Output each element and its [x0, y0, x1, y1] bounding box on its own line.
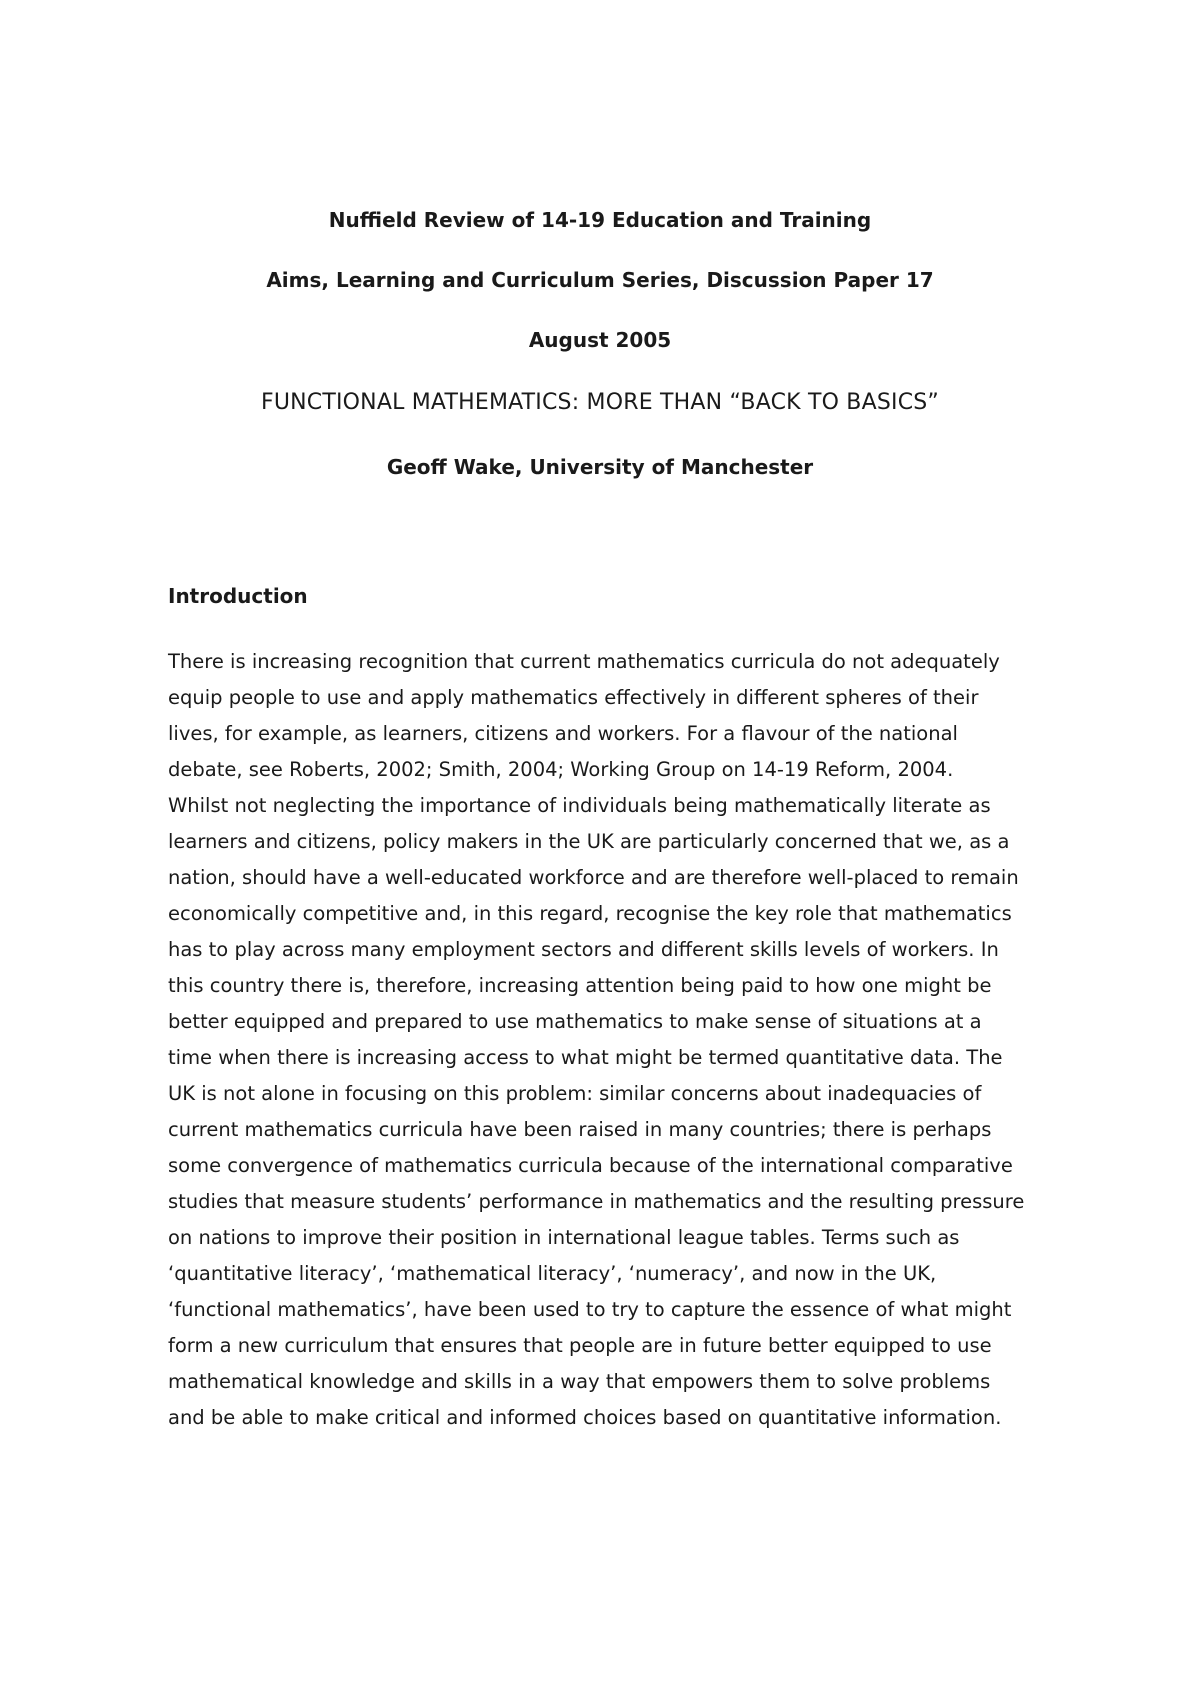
paragraph-line: ‘functional mathematics’, have been used to try to capture the essence of what might: [168, 1298, 1012, 1321]
paragraph-line: equip people to use and apply mathematics effectively in different spheres of their: [168, 686, 979, 709]
paragraph-line: form a new curriculum that ensures that people are in future better equipped to use: [168, 1334, 992, 1357]
paragraph-line: There is increasing recognition that current mathematics curricula do not adequately: [168, 650, 1000, 673]
paragraph-line: debate, see Roberts, 2002; Smith, 2004; Working Group on 14-19 Reform, 2004.: [168, 758, 954, 781]
paragraph-line: learners and citizens, policy makers in the UK are particularly concerned that we, as a: [168, 830, 1010, 853]
paragraph-line: and be able to make critical and informed choices based on quantitative information.: [168, 1406, 1002, 1429]
paragraph-line: UK is not alone in focusing on this problem: similar concerns about inadequacies of: [168, 1082, 982, 1105]
paragraph-line: this country there is, therefore, increasing attention being paid to how one might be: [168, 974, 992, 997]
paragraph-line: some convergence of mathematics curricula because of the international comparative: [168, 1154, 1013, 1177]
paper-title: FUNCTIONAL MATHEMATICS: MORE THAN “BACK TO BASICS”: [260, 390, 940, 415]
paragraph-line: lives, for example, as learners, citizens and workers. For a flavour of the national: [168, 722, 958, 745]
paragraph-line: studies that measure students’ performance in mathematics and the resulting pressure: [168, 1190, 1025, 1213]
section-heading: Introduction: [168, 584, 308, 608]
series-title: Nuffield Review of 14-19 Education and Training: [328, 208, 872, 232]
publication-date: August 2005: [528, 328, 672, 352]
paragraph-line: on nations to improve their position in international league tables. Terms such as: [168, 1226, 960, 1249]
paragraph-line: nation, should have a well-educated workforce and are therefore well-placed to remain: [168, 866, 1019, 889]
paragraph-line: ‘quantitative literacy’, ‘mathematical literacy’, ‘numeracy’, and now in the UK,: [168, 1262, 937, 1285]
paragraph-line: has to play across many employment sectors and different skills levels of workers. In: [168, 938, 999, 961]
body-paragraph: [168, 644, 1048, 1436]
paragraph-line: mathematical knowledge and skills in a way that empowers them to solve problems: [168, 1370, 991, 1393]
paragraph-line: current mathematics curricula have been raised in many countries; there is perhaps: [168, 1118, 992, 1141]
author-line: Geoff Wake, University of Manchester: [386, 455, 814, 479]
paragraph-line: better equipped and prepared to use mathematics to make sense of situations at a: [168, 1010, 982, 1033]
paragraph-line: economically competitive and, in this regard, recognise the key role that mathematics: [168, 902, 1012, 925]
paragraph-line: Whilst not neglecting the importance of individuals being mathematically literate as: [168, 794, 991, 817]
paragraph-line: time when there is increasing access to what might be termed quantitative data. The: [168, 1046, 1003, 1069]
series-subtitle: Aims, Learning and Curriculum Series, Discussion Paper 17: [266, 268, 934, 292]
